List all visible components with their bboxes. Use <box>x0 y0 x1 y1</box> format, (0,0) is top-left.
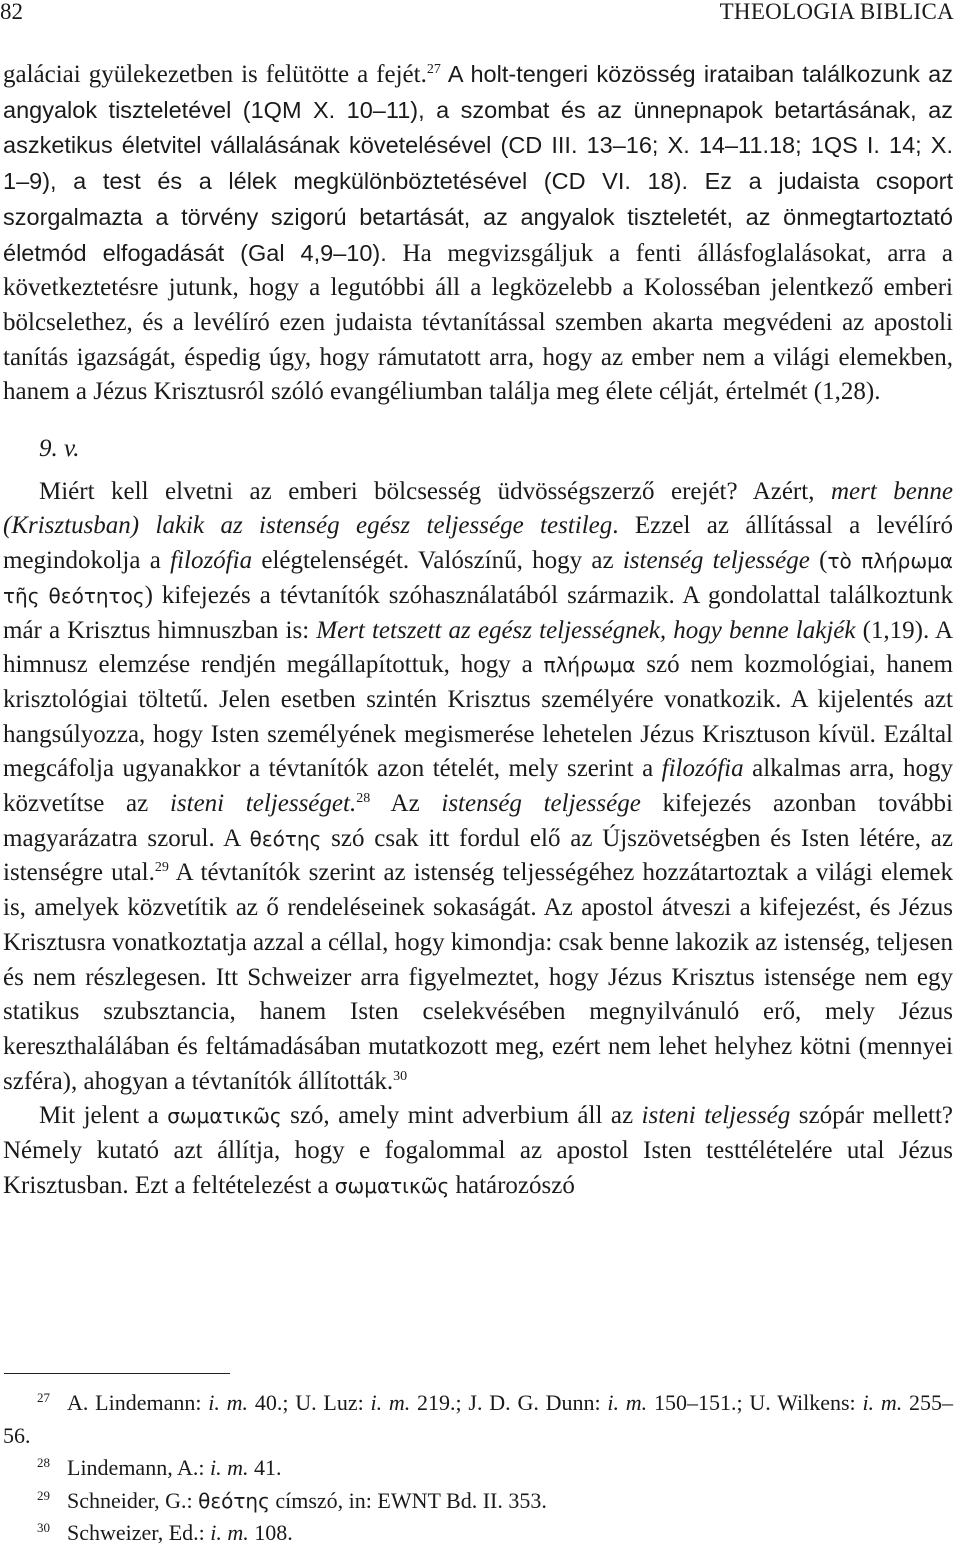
para2-text: alkalmas arra, hogy közvetítse az <box>3 755 953 818</box>
para1-judaist-text: Ez a judaista csoport szorgalmazta a törvény szigorú betartását, az angyalok tiszteletét, az önmegtartoztató életmód elfogadását (Gal 4,9–10). <box>3 168 953 266</box>
term-italic: istenség teljessége <box>441 790 641 818</box>
para2-text: Az <box>370 790 442 818</box>
paragraph-1 <box>3 57 953 410</box>
page-number: 82 <box>0 0 23 24</box>
term-italic: isteni teljesség <box>169 790 332 818</box>
running-head <box>0 0 960 24</box>
footnote-text: 150–151.; U. Wilkens: <box>647 1390 863 1415</box>
footnote-italic: i. m. <box>208 1390 249 1415</box>
term-italic: istenség teljessége <box>622 547 810 575</box>
greek-word: σωματικῶς <box>167 1104 282 1129</box>
para2-text: . Ezzel az állítással a levélíró megindokolja a <box>3 512 954 575</box>
footnote-text: 219.; J. D. G. Dunn: <box>410 1390 608 1415</box>
para2-text: ) kifejezés a tévtanítók szóhasználatából származik. A gondolattal találkoztunk már a Krisztus himnuszban is: <box>3 581 954 644</box>
para2-text: A tévtanítók szerint az istenség teljességéhez hozzátartoztak a világi elemek is, amelyek közvetítik az ő rendeléseinek sokaságát. Az apostol átveszi a kifejezést, és Jézus Krisztusra vonatkoztatja azzal a céllal, hogy kimondja: csak benne lakozik az istenség, teljesen és nem részlegesen. Itt Schweizer arra figyelmeztet, hogy Jézus Krisztus istensége nem egy statikus szubsztancia, hanem Isten cselekvésében megnyilvánuló erő, mely Jézus kereszthalálában és feltámadásában mutatkozott meg, ezért nem lehet helyhez kötni (mennyei szféra), ahogyan a tévtanítók állították. <box>3 859 954 1095</box>
footnote-ref-27[interactable]: 27 <box>426 62 441 77</box>
greek-phrase: τὸ πλήρωμα τῆς θεότητος <box>3 549 953 608</box>
para2-text: szó csak itt fordul elő az Újszövetségben és Isten létére, az istenségre utal. <box>3 824 954 887</box>
footnote-text: A. Lindemann: <box>67 1390 209 1415</box>
footnote-30: 30 Schweizer, Ed.: i. m. 108. <box>37 1520 293 1545</box>
footnote-text: 255–56. <box>3 1390 953 1448</box>
footnote-27: 27 A. Lindemann: i. m. 40.; U. Luz: i. m. 219.; J. D. G. Dunn: i. m. 150–151.; U. Wilkens: i. m. 255–56. <box>3 1390 953 1448</box>
footnote-ref-28[interactable]: 28 <box>356 791 371 807</box>
journal-title: THEOLOGIA BIBLICA <box>719 0 954 24</box>
term-italic: isteni teljesség <box>641 1102 791 1130</box>
footnote-italic: i. m. <box>370 1390 411 1415</box>
greek-word: πλήρωμα <box>543 653 636 678</box>
body-text <box>3 57 953 1204</box>
footnote-text: Schweizer, Ed.: <box>67 1520 211 1545</box>
para3-text: Mit jelent a <box>39 1102 168 1130</box>
footnote-ref-30[interactable]: 30 <box>393 1068 408 1084</box>
footnotes <box>3 1387 953 1550</box>
para1-qumran-text: A holt-tengeri közösség irataiban találkozunk az angyalok tiszteletével (1QM X. 10–11), a szombat és az ünnepnapok betartásának, az aszketikus életvitel vállalásának követelésével (CD III. 13–16; X. 14–11.18; 1QS I. 14; X. 1–9), a test és a lélek megkülönböztetésével (CD VI. 18). <box>3 61 953 195</box>
para3-text: szó, amely mint adverbium áll az <box>281 1102 642 1130</box>
greek-word: σωματικῶς <box>334 1173 450 1198</box>
footnote-italic: i. m. <box>210 1520 249 1545</box>
footnote-ref-29[interactable]: 29 <box>154 860 169 876</box>
greek-word: θεότης <box>249 826 322 851</box>
quote-italic: Mert tetszett az egész teljességnek, hogy benne lakjék <box>316 616 856 644</box>
greek-word: θεότης <box>198 1488 270 1513</box>
term-italic-suffix: et. <box>331 790 357 818</box>
footnote-italic: i. m. <box>862 1390 903 1415</box>
term-italic: filozófia <box>170 547 253 575</box>
quote-italic: mert benne (Krisztusban) lakik az istenség egész teljessége testileg <box>3 477 953 540</box>
footnote-text: Lindemann, A.: <box>67 1455 210 1480</box>
footnote-text: címszó, in: EWNT Bd. II. 353. <box>269 1487 547 1513</box>
paragraph-3 <box>3 1099 953 1203</box>
footnote-29: 29 Schneider, G.: θεότης címszó, in: EWNT Bd. II. 353. <box>37 1487 547 1513</box>
footnote-divider <box>4 1373 230 1374</box>
paragraph-2 <box>3 475 953 1100</box>
para3-text: határozószó <box>449 1171 575 1199</box>
term-italic: filozófia <box>661 755 744 783</box>
para2-text: szó nem kozmológiai, hanem krisztológiai töltetű. Jelen esetben szintén Krisztus személyére vonatkozik. A kijelentés azt hangsúlyozza, hogy Isten személyének megismerése lehetelen Jézus Krisztuson kívül. Ezáltal megcáfolja ugyanakkor a tévtanítók azon tételét, mely szerint a <box>3 651 953 783</box>
footnote-italic: i. m. <box>209 1455 249 1480</box>
footnote-text: 41. <box>248 1455 282 1480</box>
para2-text: Miért kell elvetni az emberi bölcsesség üdvösségszerző erejét? Azért, <box>39 477 831 505</box>
para2-text: (1,19). A himnusz elemzése rendjén megállapítottuk, hogy a <box>3 616 953 679</box>
footnote-italic: i. m. <box>607 1390 648 1415</box>
footnote-28: 28 Lindemann, A.: i. m. 41. <box>37 1455 282 1480</box>
section-heading: 9. v. <box>39 435 80 463</box>
footnote-text: 40.; U. Luz: <box>248 1390 371 1415</box>
footnote-text: Schneider, G.: <box>67 1487 199 1513</box>
para1-text: galáciai gyülekezetben is felütötte a fejét. <box>3 61 427 88</box>
para3-text: szópár mellett? Némely kutató azt állítja, hogy e fogalommal az apostol Isten testtélételére utal Jézus Krisztusban. Ezt a feltételezést a <box>3 1102 954 1199</box>
footnote-text: 108. <box>248 1520 293 1545</box>
para2-text: elégtelenségét. Valószínű, hogy az <box>252 547 623 575</box>
para2-text: ( <box>809 547 828 575</box>
para1-conclusion-text: Ha megvizsgáljuk a fenti állásfoglalásokat, arra a következtetésre jutunk, hogy a legutóbbi áll a legközelebb a Kolosséban jelentkező emberi bölcselethez, és a levélíró ezen judaista tévtanítással szemben akarta megvédeni az apostoli tanítás igazságát, éspedig úgy, hogy rámutatott arra, hogy az ember nem a világi elemekben, hanem a Jézus Krisztusról szóló evangéliumban találja meg élete célját, értelmét (1,28). <box>3 239 953 406</box>
para2-text: kifejezés azonban további magyarázatra szorul. A <box>3 790 953 852</box>
